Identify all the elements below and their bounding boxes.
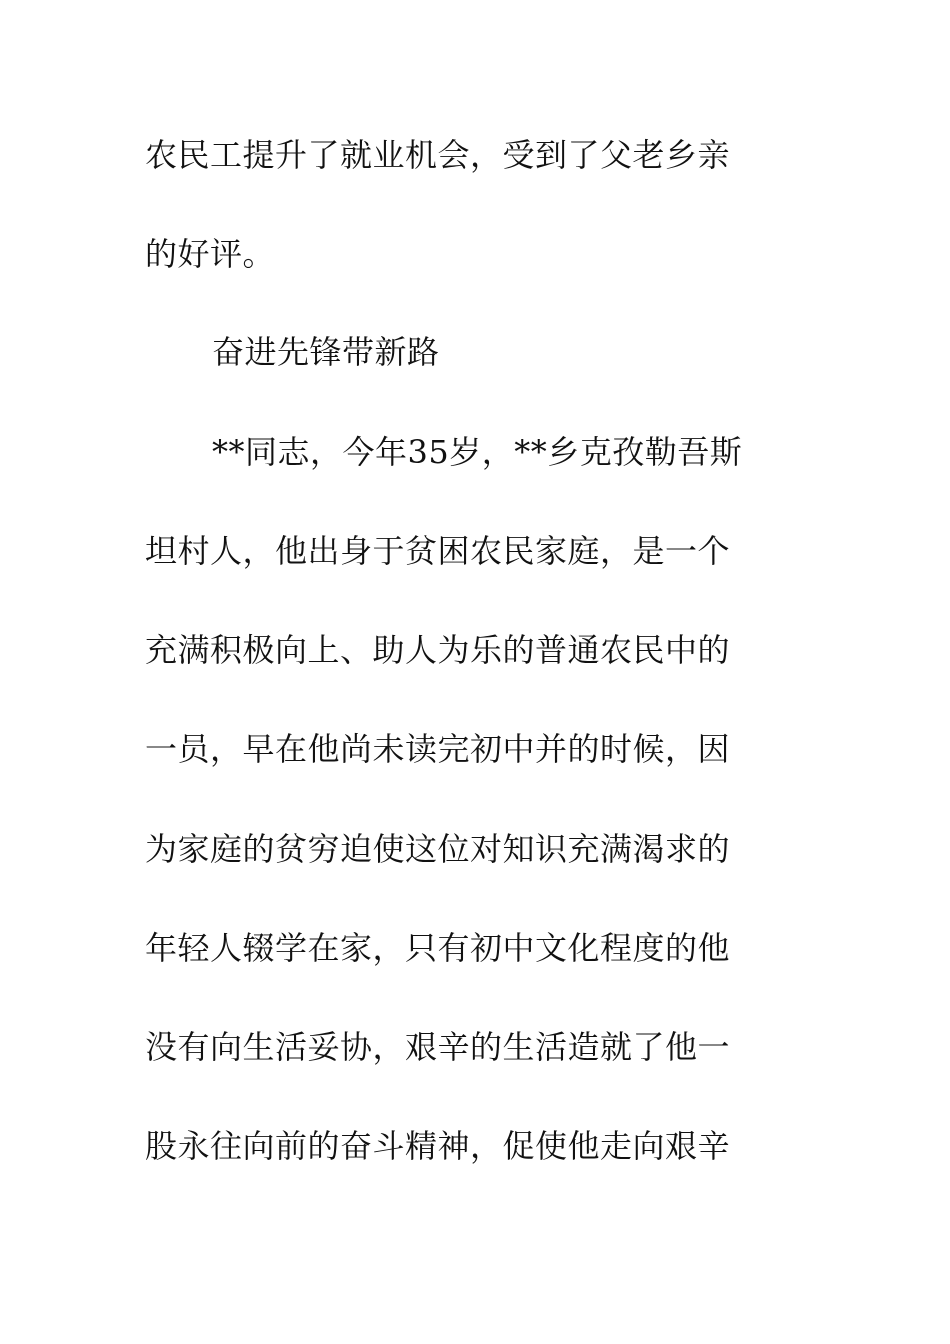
paragraph-line: 充满积极向上、助人为乐的普通农民中的 (145, 631, 731, 669)
paragraph-line: **同志，今年35岁，**乡克孜勒吾斯 (212, 433, 743, 471)
section-heading: 奋进先锋带新路 (212, 333, 440, 371)
paragraph-line: 为家庭的贫穷迫使这位对知识充满渴求的 (145, 830, 731, 868)
paragraph-line: 的好评。 (145, 235, 276, 273)
paragraph-line: 股永往向前的奋斗精神，促使他走向艰辛 (145, 1127, 731, 1165)
paragraph-line: 一员，早在他尚未读完初中并的时候，因 (145, 730, 731, 768)
paragraph-line: 坦村人，他出身于贫困农民家庭，是一个 (145, 532, 731, 570)
paragraph-line: 没有向生活妥协，艰辛的生活造就了他一 (145, 1028, 731, 1066)
paragraph-line: 农民工提升了就业机会，受到了父老乡亲 (145, 136, 731, 174)
paragraph-line: 年轻人辍学在家，只有初中文化程度的他 (145, 929, 731, 967)
